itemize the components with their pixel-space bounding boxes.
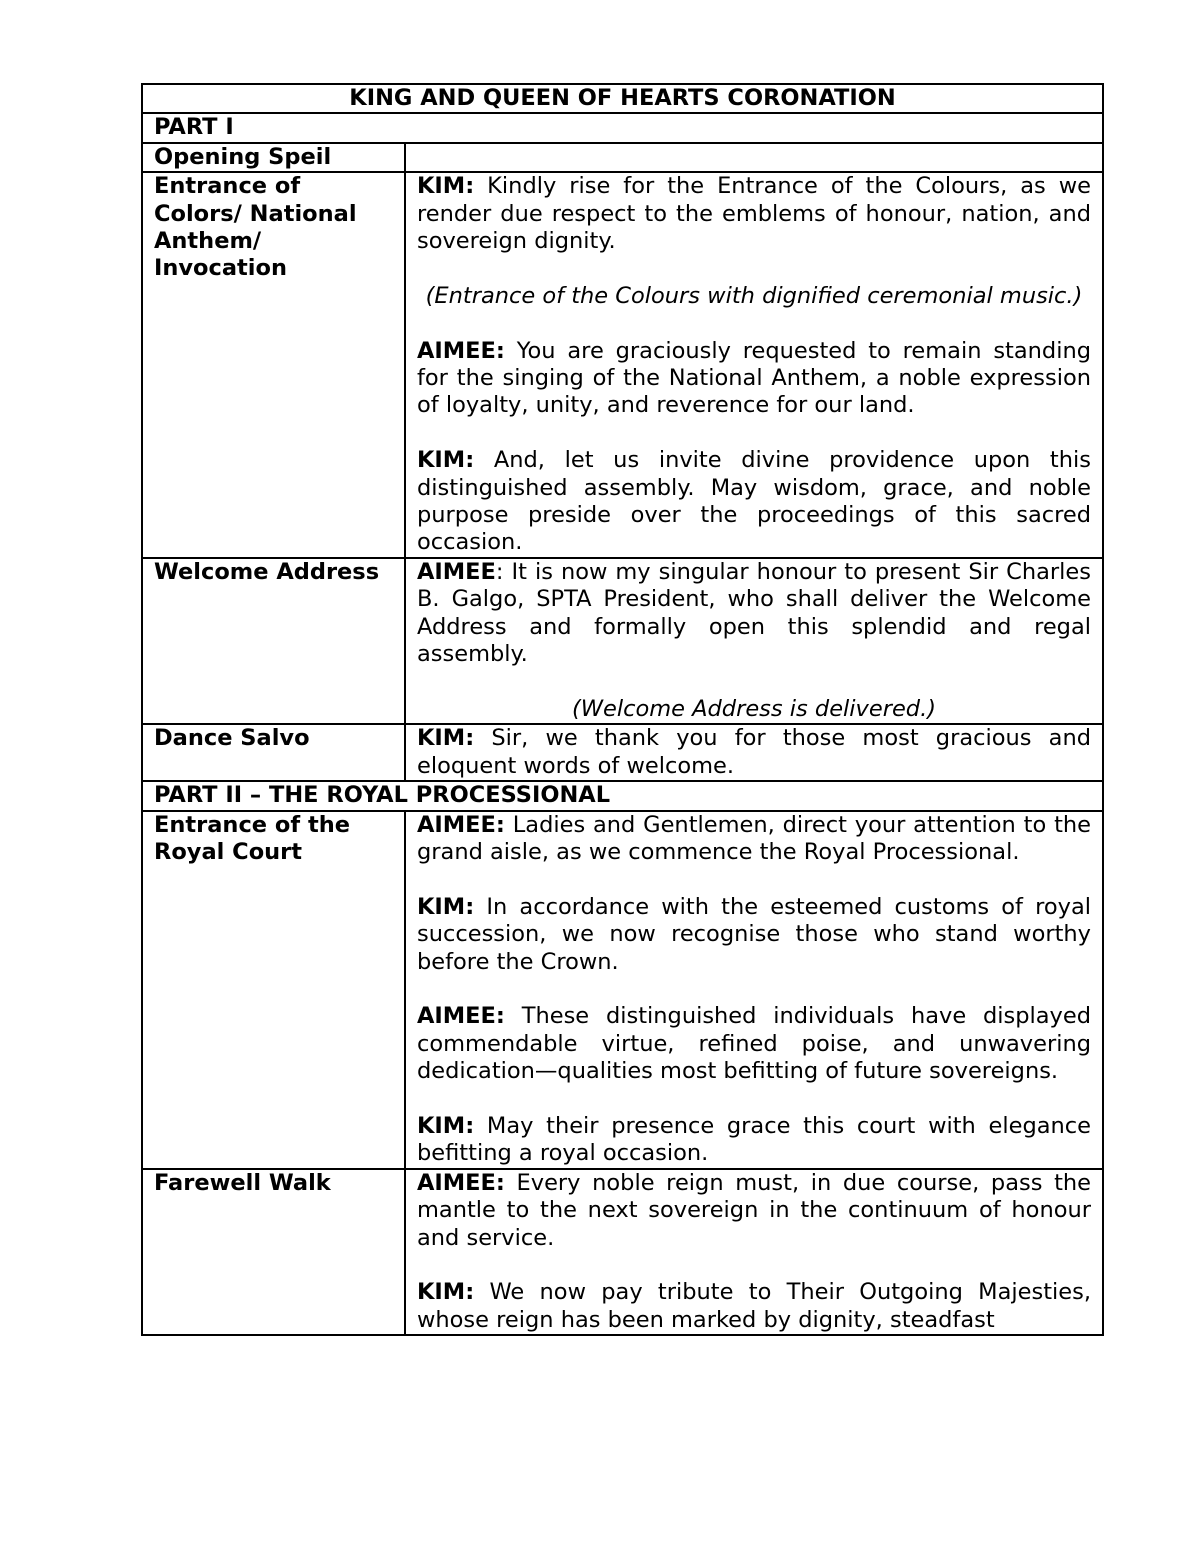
script-line: These distinguished individuals have displayed commendable virtue, refined poise, and unwavering dedication—qualities most befitting of future sovereigns. (417, 1003, 1091, 1085)
script-line: And, let us invite divine providence upon this distinguished assembly. May wisdom, grace, and noble purpose preside over the proceedings of this sacred occasion. (417, 447, 1091, 556)
speaker-name: KIM: (417, 893, 475, 920)
segment-label-farewell: Farewell Walk (142, 1169, 405, 1335)
segment-script-entrance (405, 172, 1103, 558)
script-line: In accordance with the esteemed customs of royal succession, we now recognise those who stand worthy before the Crown. (417, 893, 1091, 975)
speaker-name: KIM: (417, 725, 475, 752)
part-1-heading: PART I (142, 113, 1103, 142)
document-title: KING AND QUEEN OF HEARTS CORONATION (142, 84, 1103, 113)
script-paragraph (417, 338, 1091, 420)
script-line: : It is now my singular honour to present Sir Charles B. Galgo, SPTA President, who shall deliver the Welcome Address and formally open this splendid and regal assembly. (417, 558, 1091, 668)
segment-label-opening: Opening Speil (142, 143, 405, 172)
segment-script-welcome (405, 558, 1103, 724)
script-paragraph (417, 447, 1091, 557)
script-line: Kindly rise for the Entrance of the Colours, as we render due respect to the emblems of honour, nation, and sovereign dignity. (417, 173, 1091, 255)
segment-label-court: Entrance of the Royal Court (142, 811, 405, 1169)
table-row (142, 724, 1103, 781)
stage-direction: (Entrance of the Colours with dignified ceremonial music.) (425, 282, 1083, 309)
segment-label-welcome: Welcome Address (142, 558, 405, 724)
program-script-table (141, 83, 1104, 1336)
script-line: You are graciously requested to remain standing for the singing of the National Anthem, a noble expression of loyalty, unity, and reverence for our land. (417, 337, 1091, 419)
speaker-name: AIMEE: (417, 1169, 505, 1196)
part-2-heading: PART II – THE ROYAL PROCESSIONAL (142, 781, 1103, 810)
segment-script-court (405, 811, 1103, 1169)
script-line: Sir, we thank you for those most gracious and eloquent words of welcome. (417, 725, 1091, 779)
script-paragraph (417, 173, 1091, 255)
table-row (142, 1169, 1103, 1335)
table-row (142, 558, 1103, 724)
script-paragraph (417, 725, 1091, 780)
segment-label-entrance: Entrance of Colors/ National Anthem/ Invocation (142, 172, 405, 558)
script-paragraph (417, 894, 1091, 976)
script-paragraph (417, 1279, 1091, 1334)
stage-direction: (Welcome Address is delivered.) (571, 695, 937, 722)
segment-script-opening (405, 143, 1103, 172)
segment-label-dance: Dance Salvo (142, 724, 405, 781)
speaker-name: AIMEE (417, 558, 496, 585)
script-paragraph (417, 812, 1091, 867)
speaker-name: KIM: (417, 1279, 475, 1306)
part-heading-row (142, 113, 1103, 142)
speaker-name: KIM: (417, 447, 475, 474)
speaker-name: KIM: (417, 173, 475, 200)
script-line: May their presence grace this court with elegance befitting a royal occasion. (417, 1112, 1091, 1167)
script-line: Ladies and Gentlemen, direct your attention to the grand aisle, as we commence the Royal Processional. (417, 811, 1091, 865)
table-row (142, 172, 1103, 558)
script-paragraph (417, 1170, 1091, 1252)
segment-script-dance (405, 724, 1103, 781)
table-row (142, 811, 1103, 1169)
script-paragraph (417, 559, 1091, 669)
part-heading-row (142, 781, 1103, 810)
script-line: We now pay tribute to Their Outgoing Majesties, whose reign has been marked by dignity, steadfast (417, 1279, 1091, 1333)
table-row (142, 143, 1103, 172)
script-paragraph (417, 1113, 1091, 1168)
title-row (142, 84, 1103, 113)
speaker-name: AIMEE: (417, 337, 505, 364)
script-line: Every noble reign must, in due course, pass the mantle to the next sovereign in the continuum of honour and service. (417, 1169, 1091, 1251)
speaker-name: AIMEE: (417, 811, 505, 838)
script-paragraph (417, 1003, 1091, 1085)
segment-script-farewell (405, 1169, 1103, 1335)
speaker-name: AIMEE: (417, 1003, 505, 1030)
speaker-name: KIM: (417, 1112, 475, 1139)
